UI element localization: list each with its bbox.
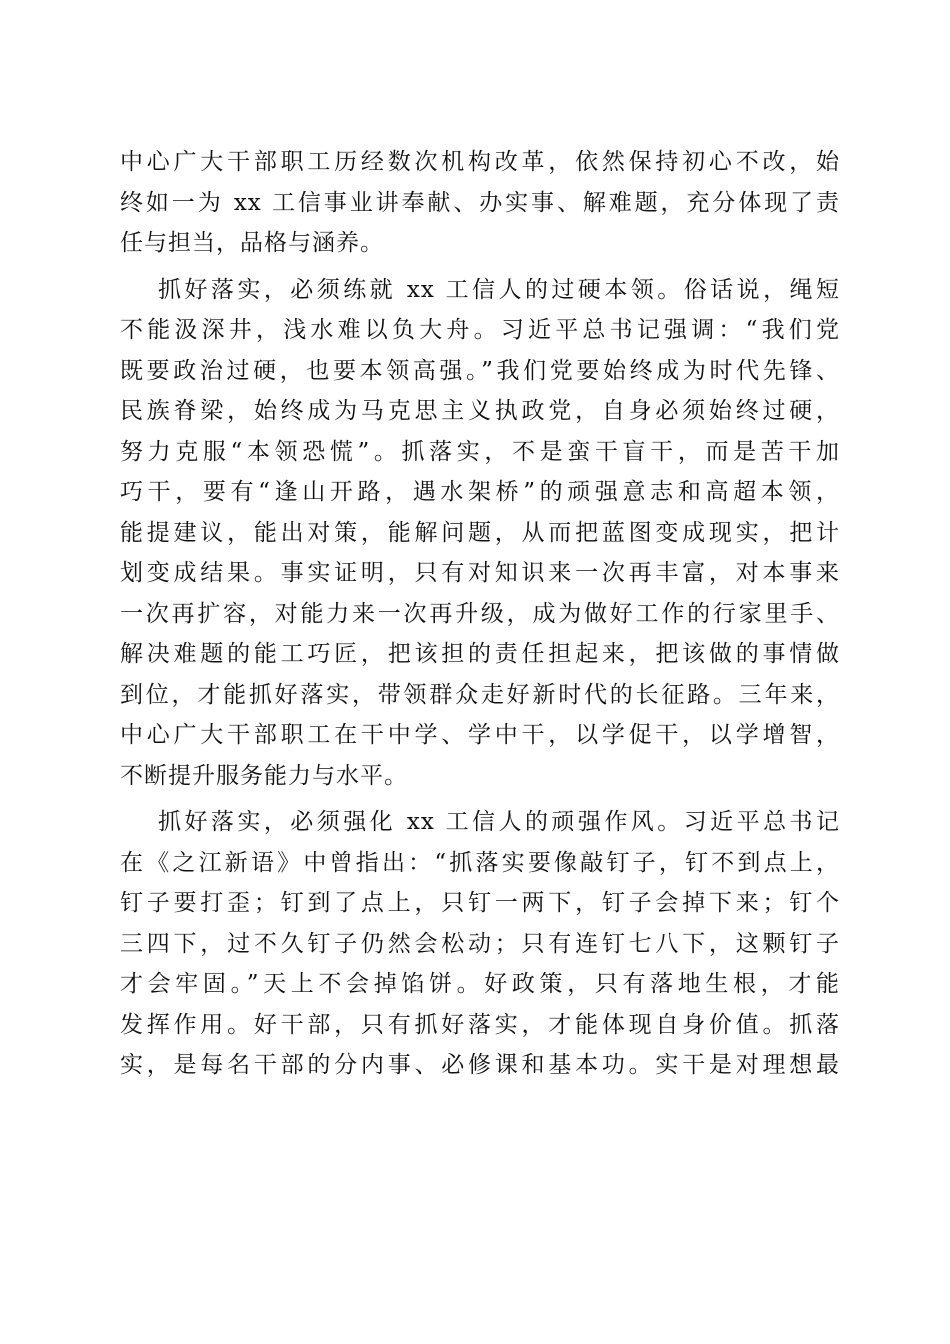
text-line: 努力克服“本领恐慌”。抓落实，不是蛮干盲干，而是苦干加 — [120, 438, 840, 465]
text-line: 能提建议，能出对策，能解问题，从而把蓝图变成现实，把计 — [120, 519, 840, 546]
text-line: 终如一为 xx 工信事业讲奉献、办实事、解难题，充分体现了责 — [120, 189, 840, 216]
text-line: 钉子要打歪；钉到了点上，只钉一两下，钉子会掉下来；钉个 — [120, 890, 840, 916]
text-line: 中心广大干部职工历经数次机构改革，依然保持初心不改，始 — [120, 149, 840, 175]
text-line: 到位，才能抓好落实，带领群众走好新时代的长征路。三年来， — [120, 681, 840, 708]
text-line: 抓好落实，必须强化 xx 工信人的顽强作风。习近平总书记 — [158, 809, 840, 835]
text-line: 发挥作用。好干部，只有抓好落实，才能体现自身价值。抓落 — [120, 1011, 840, 1038]
text-line: 中心广大干部职工在干中学、学中干，以学促干，以学增智， — [120, 722, 840, 748]
text-line: 抓好落实，必须练就 xx 工信人的过硬本领。俗话说，绳短 — [158, 276, 840, 303]
text-line: 不能汲深井，浅水难以负大舟。习近平总书记强调：“我们党 — [120, 317, 840, 343]
text-line: 划变成结果。事实证明，只有对知识来一次再丰富，对本事来 — [120, 560, 840, 586]
text-line: 不断提升服务能力与水平。 — [120, 762, 408, 789]
text-line: 任与担当，品格与涵养。 — [120, 230, 384, 256]
text-line: 一次再扩容，对能力来一次再升级，成为做好工作的行家里手、 — [120, 600, 840, 627]
body-text — [120, 142, 840, 1086]
text-line: 实，是每名干部的分内事、必修课和基本功。实干是对理想最 — [120, 1052, 840, 1078]
text-line: 巧干，要有“逢山开路，遇水架桥”的顽强意志和高超本领， — [120, 479, 840, 505]
text-line: 民族脊梁，始终成为马克思主义执政党，自身必须始终过硬， — [120, 398, 840, 424]
text-line: 解决难题的能工巧匠，把该担的责任担起来，把该做的事情做 — [120, 641, 840, 667]
text-line: 在《之江新语》中曾指出：“抓落实要像敲钉子，钉不到点上， — [120, 849, 840, 876]
text-line: 既要政治过硬，也要本领高强。”我们党要始终成为时代先锋、 — [120, 357, 840, 384]
text-line: 才会牢固。”天上不会掉馅饼。好政策，只有落地生根，才能 — [120, 971, 840, 997]
text-line: 三四下，过不久钉子仍然会松动；只有连钉七八下，这颗钉子 — [120, 930, 840, 957]
